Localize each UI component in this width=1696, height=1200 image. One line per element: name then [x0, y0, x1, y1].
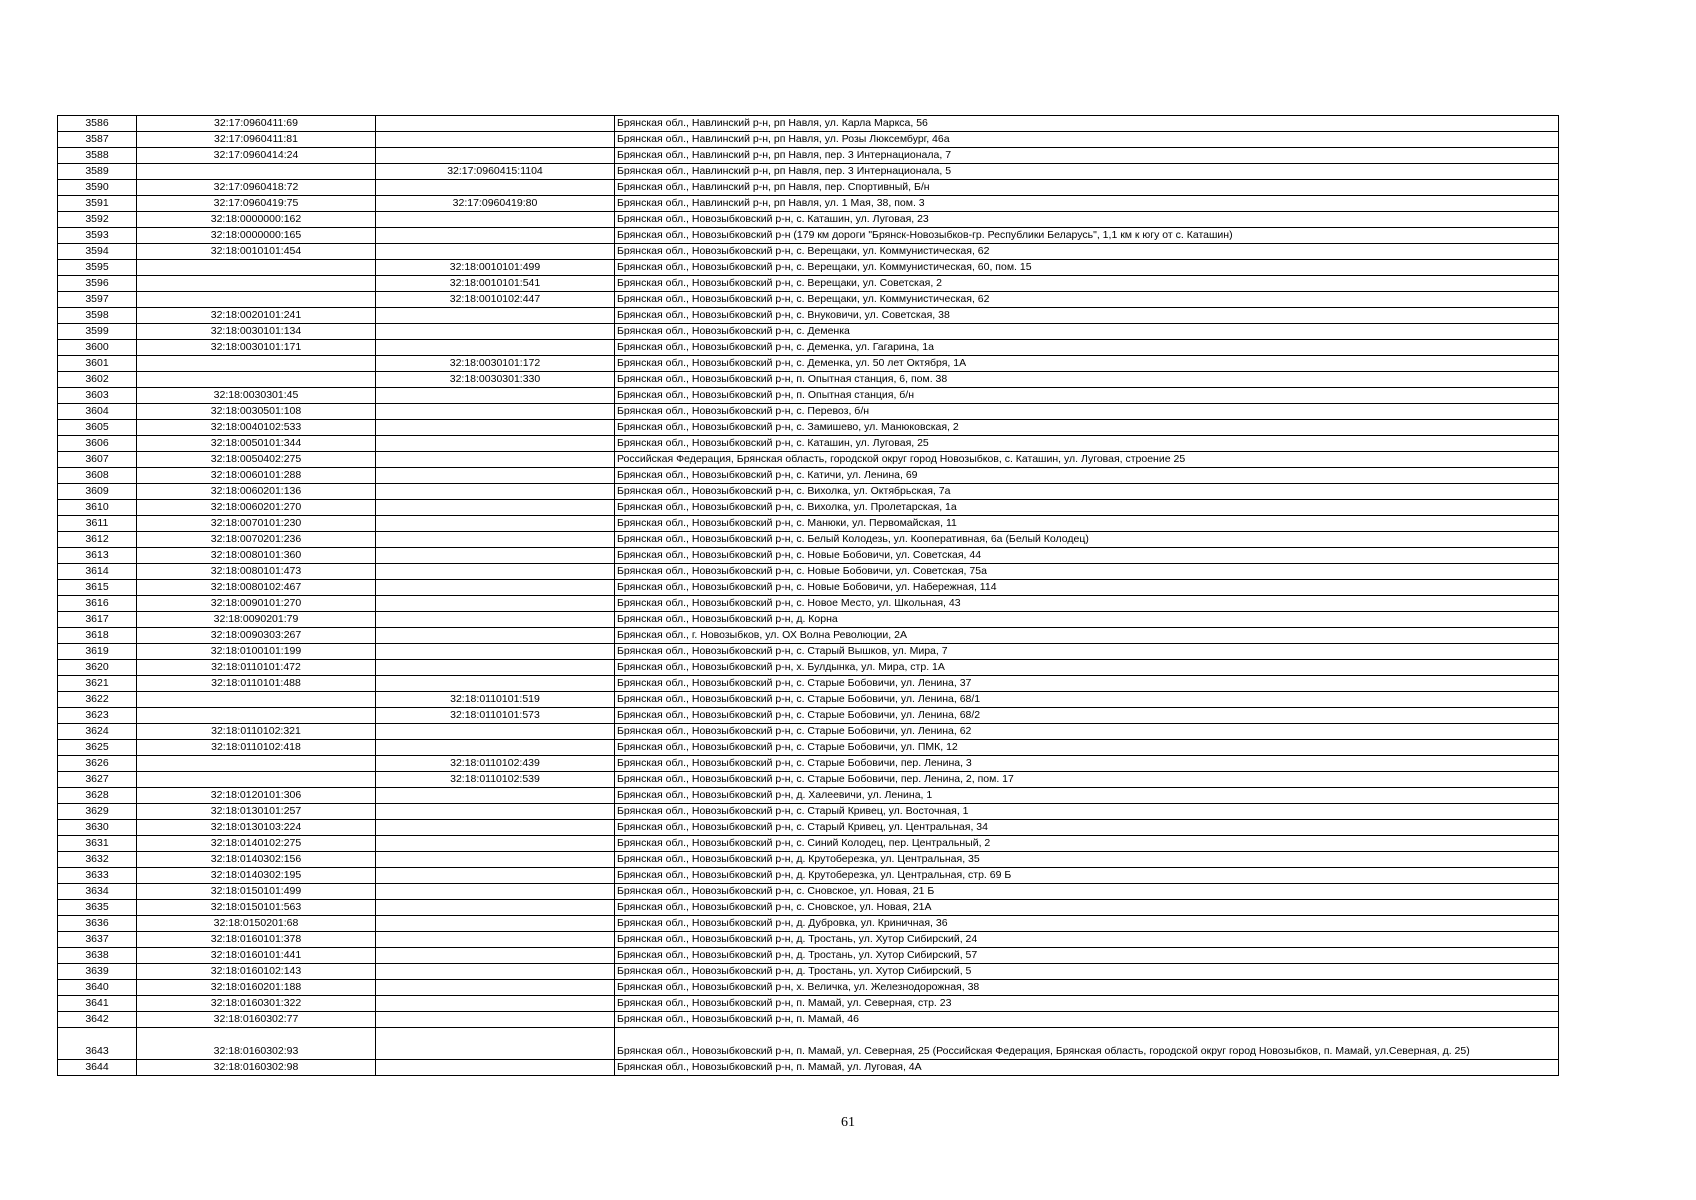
- row-number-cell: 3613: [58, 548, 137, 564]
- premises-cadastral-number-cell: 32:17:0960415:1104: [376, 164, 615, 180]
- cadastral-number-cell: [137, 708, 376, 724]
- premises-cadastral-number-cell: 32:18:0030101:172: [376, 356, 615, 372]
- address-cell: Брянская обл., Новозыбковский р-н, с. Старые Бобовичи, ул. Ленина, 68/2: [615, 708, 1559, 724]
- premises-cadastral-number-cell: [376, 836, 615, 852]
- table-row: [58, 260, 1559, 276]
- premises-cadastral-number-cell: [376, 644, 615, 660]
- table-row: [58, 980, 1559, 996]
- cadastral-number-cell: 32:18:0070101:230: [137, 516, 376, 532]
- premises-cadastral-number-cell: 32:18:0010102:447: [376, 292, 615, 308]
- row-number-cell: 3638: [58, 948, 137, 964]
- address-cell: Брянская обл., Новозыбковский р-н, д. Тростань, ул. Хутор Сибирский, 5: [615, 964, 1559, 980]
- premises-cadastral-number-cell: [376, 180, 615, 196]
- premises-cadastral-number-cell: [376, 1060, 615, 1076]
- address-cell: Брянская обл., Новозыбковский р-н, с. Новые Бобовичи, ул. Советская, 44: [615, 548, 1559, 564]
- premises-cadastral-number-cell: [376, 228, 615, 244]
- table-row: [58, 836, 1559, 852]
- premises-cadastral-number-cell: [376, 612, 615, 628]
- cadastral-number-cell: 32:18:0080101:360: [137, 548, 376, 564]
- cadastral-number-cell: 32:18:0000000:162: [137, 212, 376, 228]
- table-row: [58, 372, 1559, 388]
- address-cell: Брянская обл., Навлинский р-н, рп Навля, пер. Спортивный, Б/н: [615, 180, 1559, 196]
- row-number-cell: 3632: [58, 852, 137, 868]
- row-number-cell: 3631: [58, 836, 137, 852]
- row-number-cell: 3630: [58, 820, 137, 836]
- premises-cadastral-number-cell: 32:18:0110101:519: [376, 692, 615, 708]
- row-number-cell: 3588: [58, 148, 137, 164]
- address-cell: Брянская обл., Новозыбковский р-н, с. Катичи, ул. Ленина, 69: [615, 468, 1559, 484]
- table-row: [58, 452, 1559, 468]
- cadastral-number-cell: [137, 772, 376, 788]
- premises-cadastral-number-cell: 32:18:0110101:573: [376, 708, 615, 724]
- table-row: [58, 772, 1559, 788]
- cadastral-number-cell: 32:17:0960414:24: [137, 148, 376, 164]
- table-row: [58, 500, 1559, 516]
- cadastral-number-cell: 32:18:0090303:267: [137, 628, 376, 644]
- table-row: [58, 868, 1559, 884]
- table-row: [58, 532, 1559, 548]
- table-row: [58, 180, 1559, 196]
- cadastral-number-cell: 32:17:0960418:72: [137, 180, 376, 196]
- address-cell: Брянская обл., Новозыбковский р-н, д. Крутоберезка, ул. Центральная, 35: [615, 852, 1559, 868]
- table-row: [58, 996, 1559, 1012]
- row-number-cell: 3618: [58, 628, 137, 644]
- row-number-cell: 3620: [58, 660, 137, 676]
- cadastral-number-cell: 32:18:0160302:93: [137, 1028, 376, 1060]
- row-number-cell: 3634: [58, 884, 137, 900]
- premises-cadastral-number-cell: [376, 436, 615, 452]
- row-number-cell: 3602: [58, 372, 137, 388]
- address-cell: Брянская обл., Новозыбковский р-н, с. Замишево, ул. Манюковская, 2: [615, 420, 1559, 436]
- row-number-cell: 3640: [58, 980, 137, 996]
- row-number-cell: 3587: [58, 132, 137, 148]
- cadastral-number-cell: 32:18:0160201:188: [137, 980, 376, 996]
- cadastral-number-cell: [137, 756, 376, 772]
- table-row: [58, 676, 1559, 692]
- cadastral-number-cell: 32:18:0160302:77: [137, 1012, 376, 1028]
- premises-cadastral-number-cell: [376, 148, 615, 164]
- premises-cadastral-number-cell: [376, 948, 615, 964]
- table-row: [58, 820, 1559, 836]
- cadastral-number-cell: 32:18:0030501:108: [137, 404, 376, 420]
- row-number-cell: 3611: [58, 516, 137, 532]
- row-number-cell: 3607: [58, 452, 137, 468]
- address-cell: Брянская обл., Новозыбковский р-н, с. Деменка, ул. Гагарина, 1а: [615, 340, 1559, 356]
- premises-cadastral-number-cell: [376, 1028, 615, 1060]
- address-cell: Брянская обл., Новозыбковский р-н, с. Синий Колодец, пер. Центральный, 2: [615, 836, 1559, 852]
- premises-cadastral-number-cell: [376, 932, 615, 948]
- premises-cadastral-number-cell: 32:18:0110102:539: [376, 772, 615, 788]
- row-number-cell: 3594: [58, 244, 137, 260]
- cadastral-number-cell: 32:17:0960419:75: [137, 196, 376, 212]
- premises-cadastral-number-cell: [376, 116, 615, 132]
- table-row: [58, 692, 1559, 708]
- address-cell: Брянская обл., Новозыбковский р-н, с. Верещаки, ул. Коммунистическая, 60, пом. 15: [615, 260, 1559, 276]
- premises-cadastral-number-cell: 32:18:0030301:330: [376, 372, 615, 388]
- address-cell: Брянская обл., Новозыбковский р-н, д. Тростань, ул. Хутор Сибирский, 24: [615, 932, 1559, 948]
- address-cell: Брянская обл., Новозыбковский р-н, с. Старые Бобовичи, ул. Ленина, 68/1: [615, 692, 1559, 708]
- address-cell: Брянская обл., Новозыбковский р-н, с. Верещаки, ул. Советская, 2: [615, 276, 1559, 292]
- address-cell: Брянская обл., Новозыбковский р-н (179 км дороги "Брянск-Новозыбков-гр. Республики Беларусь", 1,1 км к югу от с. Каташин): [615, 228, 1559, 244]
- table-row: [58, 228, 1559, 244]
- table-row: [58, 788, 1559, 804]
- row-number-cell: 3626: [58, 756, 137, 772]
- premises-cadastral-number-cell: [376, 820, 615, 836]
- cadastral-number-cell: 32:18:0030301:45: [137, 388, 376, 404]
- premises-cadastral-number-cell: [376, 884, 615, 900]
- address-cell: Брянская обл., Новозыбковский р-н, с. Внуковичи, ул. Советская, 38: [615, 308, 1559, 324]
- premises-cadastral-number-cell: 32:18:0010101:541: [376, 276, 615, 292]
- premises-cadastral-number-cell: [376, 420, 615, 436]
- table-row: [58, 932, 1559, 948]
- table-row: [58, 660, 1559, 676]
- address-cell: Российская Федерация, Брянская область, городской округ город Новозыбков, с. Каташин, ул. Луговая, строение 25: [615, 452, 1559, 468]
- cadastral-number-cell: [137, 356, 376, 372]
- cadastral-number-cell: 32:18:0140102:275: [137, 836, 376, 852]
- cadastral-number-cell: [137, 164, 376, 180]
- table-row: [58, 852, 1559, 868]
- table-row: [58, 164, 1559, 180]
- table-row: [58, 1028, 1559, 1060]
- address-cell: Брянская обл., Новозыбковский р-н, х. Булдынка, ул. Мира, стр. 1А: [615, 660, 1559, 676]
- cadastral-number-cell: 32:18:0050101:344: [137, 436, 376, 452]
- address-cell: Брянская обл., Новозыбковский р-н, д. Дубровка, ул. Криничная, 36: [615, 916, 1559, 932]
- address-cell: Брянская обл., Новозыбковский р-н, с. Старые Бобовичи, ул. Ленина, 62: [615, 724, 1559, 740]
- address-cell: Брянская обл., Новозыбковский р-н, п. Мамай, ул. Луговая, 4А: [615, 1060, 1559, 1076]
- table-row: [58, 724, 1559, 740]
- table-row: [58, 324, 1559, 340]
- row-number-cell: 3599: [58, 324, 137, 340]
- cadastral-number-cell: 32:18:0050402:275: [137, 452, 376, 468]
- cadastral-number-cell: 32:18:0120101:306: [137, 788, 376, 804]
- address-cell: Брянская обл., Новозыбковский р-н, с. Сновское, ул. Новая, 21А: [615, 900, 1559, 916]
- table-row: [58, 564, 1559, 580]
- premises-cadastral-number-cell: [376, 1012, 615, 1028]
- row-number-cell: 3619: [58, 644, 137, 660]
- row-number-cell: 3592: [58, 212, 137, 228]
- cadastral-number-cell: 32:18:0160101:378: [137, 932, 376, 948]
- row-number-cell: 3643: [58, 1028, 137, 1060]
- cadastral-number-cell: 32:18:0040102:533: [137, 420, 376, 436]
- table-row: [58, 900, 1559, 916]
- premises-cadastral-number-cell: [376, 532, 615, 548]
- cadastral-number-cell: 32:18:0090101:270: [137, 596, 376, 612]
- table-row: [58, 212, 1559, 228]
- address-cell: Брянская обл., Новозыбковский р-н, с. Старый Кривец, ул. Центральная, 34: [615, 820, 1559, 836]
- cadastral-number-cell: 32:18:0030101:171: [137, 340, 376, 356]
- address-cell: Брянская обл., Навлинский р-н, рп Навля, ул. 1 Мая, 38, пом. 3: [615, 196, 1559, 212]
- table-row: [58, 804, 1559, 820]
- row-number-cell: 3606: [58, 436, 137, 452]
- row-number-cell: 3629: [58, 804, 137, 820]
- premises-cadastral-number-cell: [376, 628, 615, 644]
- cadastral-number-cell: 32:18:0150201:68: [137, 916, 376, 932]
- row-number-cell: 3603: [58, 388, 137, 404]
- premises-cadastral-number-cell: 32:17:0960419:80: [376, 196, 615, 212]
- cadastral-number-cell: 32:18:0060101:288: [137, 468, 376, 484]
- premises-cadastral-number-cell: [376, 740, 615, 756]
- cadastral-number-cell: 32:18:0060201:136: [137, 484, 376, 500]
- row-number-cell: 3622: [58, 692, 137, 708]
- row-number-cell: 3642: [58, 1012, 137, 1028]
- table-row: [58, 436, 1559, 452]
- row-number-cell: 3633: [58, 868, 137, 884]
- table-row: [58, 628, 1559, 644]
- table-row: [58, 948, 1559, 964]
- address-cell: Брянская обл., Новозыбковский р-н, д. Тростань, ул. Хутор Сибирский, 57: [615, 948, 1559, 964]
- table-row: [58, 276, 1559, 292]
- address-cell: Брянская обл., Новозыбковский р-н, с. Новые Бобовичи, ул. Советская, 75а: [615, 564, 1559, 580]
- row-number-cell: 3625: [58, 740, 137, 756]
- row-number-cell: 3601: [58, 356, 137, 372]
- premises-cadastral-number-cell: [376, 500, 615, 516]
- page-number: 61: [841, 1115, 855, 1130]
- address-cell: Брянская обл., Новозыбковский р-н, с. Новые Бобовичи, ул. Набережная, 114: [615, 580, 1559, 596]
- row-number-cell: 3641: [58, 996, 137, 1012]
- cadastral-number-cell: 32:17:0960411:81: [137, 132, 376, 148]
- address-cell: Брянская обл., Навлинский р-н, рп Навля, пер. 3 Интернационала, 5: [615, 164, 1559, 180]
- table-row: [58, 468, 1559, 484]
- cadastral-number-cell: 32:17:0960411:69: [137, 116, 376, 132]
- premises-cadastral-number-cell: [376, 132, 615, 148]
- cadastral-number-cell: 32:18:0130101:257: [137, 804, 376, 820]
- premises-cadastral-number-cell: [376, 340, 615, 356]
- cadastral-number-cell: 32:18:0150101:499: [137, 884, 376, 900]
- address-cell: Брянская обл., Новозыбковский р-н, с. Верещаки, ул. Коммунистическая, 62: [615, 244, 1559, 260]
- cadastral-number-cell: 32:18:0110101:472: [137, 660, 376, 676]
- premises-cadastral-number-cell: 32:18:0010101:499: [376, 260, 615, 276]
- row-number-cell: 3593: [58, 228, 137, 244]
- address-cell: Брянская обл., Новозыбковский р-н, с. Старые Бобовичи, ул. Ленина, 37: [615, 676, 1559, 692]
- premises-cadastral-number-cell: [376, 964, 615, 980]
- table-row: [58, 420, 1559, 436]
- address-cell: Брянская обл., Новозыбковский р-н, д. Корна: [615, 612, 1559, 628]
- address-cell: Брянская обл., Новозыбковский р-н, п. Мамай, ул. Северная, стр. 23: [615, 996, 1559, 1012]
- row-number-cell: 3595: [58, 260, 137, 276]
- row-number-cell: 3589: [58, 164, 137, 180]
- table-row: [58, 644, 1559, 660]
- cadastral-number-cell: 32:18:0160301:322: [137, 996, 376, 1012]
- row-number-cell: 3617: [58, 612, 137, 628]
- row-number-cell: 3609: [58, 484, 137, 500]
- row-number-cell: 3621: [58, 676, 137, 692]
- table-row: [58, 196, 1559, 212]
- address-cell: Брянская обл., Новозыбковский р-н, с. Перевоз, б/н: [615, 404, 1559, 420]
- premises-cadastral-number-cell: [376, 596, 615, 612]
- row-number-cell: 3623: [58, 708, 137, 724]
- premises-cadastral-number-cell: [376, 996, 615, 1012]
- cadastral-number-cell: 32:18:0160102:143: [137, 964, 376, 980]
- cadastral-number-cell: 32:18:0000000:165: [137, 228, 376, 244]
- premises-cadastral-number-cell: [376, 484, 615, 500]
- table-row: [58, 388, 1559, 404]
- table-row: [58, 116, 1559, 132]
- cadastral-number-cell: 32:18:0140302:195: [137, 868, 376, 884]
- address-cell: Брянская обл., Новозыбковский р-н, с. Вихолка, ул. Октябрьская, 7а: [615, 484, 1559, 500]
- row-number-cell: 3636: [58, 916, 137, 932]
- address-cell: Брянская обл., Новозыбковский р-н, с. Деменка, ул. 50 лет Октября, 1А: [615, 356, 1559, 372]
- table-row: [58, 404, 1559, 420]
- cadastral-number-cell: 32:18:0140302:156: [137, 852, 376, 868]
- premises-cadastral-number-cell: [376, 308, 615, 324]
- table-row: [58, 548, 1559, 564]
- cadastral-number-cell: 32:18:0090201:79: [137, 612, 376, 628]
- address-cell: Брянская обл., Новозыбковский р-н, д. Крутоберезка, ул. Центральная, стр. 69 Б: [615, 868, 1559, 884]
- premises-cadastral-number-cell: [376, 324, 615, 340]
- premises-cadastral-number-cell: 32:18:0110102:439: [376, 756, 615, 772]
- address-cell: Брянская обл., Новозыбковский р-н, с. Старый Вышков, ул. Мира, 7: [615, 644, 1559, 660]
- cadastral-number-cell: 32:18:0060201:270: [137, 500, 376, 516]
- cadastral-number-cell: [137, 276, 376, 292]
- address-cell: Брянская обл., Новозыбковский р-н, с. Сновское, ул. Новая, 21 Б: [615, 884, 1559, 900]
- row-number-cell: 3627: [58, 772, 137, 788]
- address-cell: Брянская обл., Новозыбковский р-н, с. Старые Бобовичи, пер. Ленина, 3: [615, 756, 1559, 772]
- address-cell: Брянская обл., Новозыбковский р-н, с. Каташин, ул. Луговая, 25: [615, 436, 1559, 452]
- cadastral-number-cell: [137, 260, 376, 276]
- address-cell: Брянская обл., Новозыбковский р-н, с. Старые Бобовичи, пер. Ленина, 2, пом. 17: [615, 772, 1559, 788]
- cadastral-number-cell: 32:18:0130103:224: [137, 820, 376, 836]
- cadastral-number-cell: 32:18:0020101:241: [137, 308, 376, 324]
- row-number-cell: 3586: [58, 116, 137, 132]
- row-number-cell: 3604: [58, 404, 137, 420]
- premises-cadastral-number-cell: [376, 580, 615, 596]
- address-cell: Брянская обл., Новозыбковский р-н, с. Деменка: [615, 324, 1559, 340]
- address-cell: Брянская обл., Новозыбковский р-н, с. Белый Колодезь, ул. Кооперативная, 6а (Белый Колодец): [615, 532, 1559, 548]
- address-cell: Брянская обл., Новозыбковский р-н, с. Каташин, ул. Луговая, 23: [615, 212, 1559, 228]
- row-number-cell: 3637: [58, 932, 137, 948]
- premises-cadastral-number-cell: [376, 916, 615, 932]
- table-row: [58, 340, 1559, 356]
- row-number-cell: 3600: [58, 340, 137, 356]
- address-cell: Брянская обл., Новозыбковский р-н, с. Старый Кривец, ул. Восточная, 1: [615, 804, 1559, 820]
- row-number-cell: 3615: [58, 580, 137, 596]
- table-row: [58, 308, 1559, 324]
- property-table-body: [58, 116, 1559, 1076]
- table-row: [58, 916, 1559, 932]
- row-number-cell: 3639: [58, 964, 137, 980]
- premises-cadastral-number-cell: [376, 804, 615, 820]
- row-number-cell: 3610: [58, 500, 137, 516]
- premises-cadastral-number-cell: [376, 868, 615, 884]
- address-cell: Брянская обл., Новозыбковский р-н, п. Мамай, ул. Северная, 25 (Российская Федерация, Брянская область, городской округ город Новозыбков, п. Мамай, ул.Северная, д. 25): [615, 1028, 1559, 1060]
- cadastral-number-cell: 32:18:0080101:473: [137, 564, 376, 580]
- cadastral-number-cell: 32:18:0160302:98: [137, 1060, 376, 1076]
- row-number-cell: 3612: [58, 532, 137, 548]
- premises-cadastral-number-cell: [376, 564, 615, 580]
- table-row: [58, 756, 1559, 772]
- premises-cadastral-number-cell: [376, 516, 615, 532]
- cadastral-number-cell: 32:18:0030101:134: [137, 324, 376, 340]
- row-number-cell: 3628: [58, 788, 137, 804]
- address-cell: Брянская обл., Навлинский р-н, рп Навля, пер. 3 Интернационала, 7: [615, 148, 1559, 164]
- address-cell: Брянская обл., Новозыбковский р-н, с. Манюки, ул. Первомайская, 11: [615, 516, 1559, 532]
- table-row: [58, 884, 1559, 900]
- row-number-cell: 3635: [58, 900, 137, 916]
- address-cell: Брянская обл., Новозыбковский р-н, п. Опытная станция, б/н: [615, 388, 1559, 404]
- row-number-cell: 3644: [58, 1060, 137, 1076]
- row-number-cell: 3616: [58, 596, 137, 612]
- table-row: [58, 1012, 1559, 1028]
- table-row: [58, 516, 1559, 532]
- row-number-cell: 3596: [58, 276, 137, 292]
- premises-cadastral-number-cell: [376, 388, 615, 404]
- cadastral-number-cell: 32:18:0080102:467: [137, 580, 376, 596]
- row-number-cell: 3598: [58, 308, 137, 324]
- table-row: [58, 964, 1559, 980]
- cadastral-number-cell: 32:18:0160101:441: [137, 948, 376, 964]
- row-number-cell: 3591: [58, 196, 137, 212]
- row-number-cell: 3624: [58, 724, 137, 740]
- table-row: [58, 484, 1559, 500]
- premises-cadastral-number-cell: [376, 900, 615, 916]
- premises-cadastral-number-cell: [376, 788, 615, 804]
- premises-cadastral-number-cell: [376, 676, 615, 692]
- premises-cadastral-number-cell: [376, 548, 615, 564]
- row-number-cell: 3605: [58, 420, 137, 436]
- table-row: [58, 148, 1559, 164]
- row-number-cell: 3614: [58, 564, 137, 580]
- table-row: [58, 1060, 1559, 1076]
- address-cell: Брянская обл., Новозыбковский р-н, с. Вихолка, ул. Пролетарская, 1а: [615, 500, 1559, 516]
- cadastral-number-cell: 32:18:0110101:488: [137, 676, 376, 692]
- address-cell: Брянская обл., Новозыбковский р-н, п. Опытная станция, 6, пом. 38: [615, 372, 1559, 388]
- address-cell: Брянская обл., Новозыбковский р-н, с. Новое Место, ул. Школьная, 43: [615, 596, 1559, 612]
- address-cell: Брянская обл., Новозыбковский р-н, х. Величка, ул. Железнодорожная, 38: [615, 980, 1559, 996]
- premises-cadastral-number-cell: [376, 244, 615, 260]
- row-number-cell: 3597: [58, 292, 137, 308]
- table-row: [58, 740, 1559, 756]
- premises-cadastral-number-cell: [376, 852, 615, 868]
- table-row: [58, 132, 1559, 148]
- cadastral-number-cell: 32:18:0100101:199: [137, 644, 376, 660]
- cadastral-number-cell: 32:18:0010101:454: [137, 244, 376, 260]
- cadastral-number-cell: 32:18:0150101:563: [137, 900, 376, 916]
- cadastral-number-cell: 32:18:0110102:321: [137, 724, 376, 740]
- address-cell: Брянская обл., Новозыбковский р-н, с. Верещаки, ул. Коммунистическая, 62: [615, 292, 1559, 308]
- cadastral-number-cell: 32:18:0110102:418: [137, 740, 376, 756]
- row-number-cell: 3590: [58, 180, 137, 196]
- address-cell: Брянская обл., Навлинский р-н, рп Навля, ул. Карла Маркса, 56: [615, 116, 1559, 132]
- table-row: [58, 244, 1559, 260]
- table-row: [58, 580, 1559, 596]
- premises-cadastral-number-cell: [376, 212, 615, 228]
- row-number-cell: 3608: [58, 468, 137, 484]
- premises-cadastral-number-cell: [376, 980, 615, 996]
- address-cell: Брянская обл., Новозыбковский р-н, д. Халеевичи, ул. Ленина, 1: [615, 788, 1559, 804]
- property-table: [57, 115, 1559, 1076]
- cadastral-number-cell: [137, 372, 376, 388]
- table-row: [58, 612, 1559, 628]
- premises-cadastral-number-cell: [376, 660, 615, 676]
- premises-cadastral-number-cell: [376, 452, 615, 468]
- table-row: [58, 596, 1559, 612]
- cadastral-number-cell: 32:18:0070201:236: [137, 532, 376, 548]
- address-cell: Брянская обл., Новозыбковский р-н, п. Мамай, 46: [615, 1012, 1559, 1028]
- address-cell: Брянская обл., Навлинский р-н, рп Навля, ул. Розы Люксембург, 46а: [615, 132, 1559, 148]
- table-row: [58, 292, 1559, 308]
- table-row: [58, 356, 1559, 372]
- address-cell: Брянская обл., г. Новозыбков, ул. ОХ Волна Революции, 2А: [615, 628, 1559, 644]
- address-cell: Брянская обл., Новозыбковский р-н, с. Старые Бобовичи, ул. ПМК, 12: [615, 740, 1559, 756]
- premises-cadastral-number-cell: [376, 724, 615, 740]
- cadastral-number-cell: [137, 692, 376, 708]
- premises-cadastral-number-cell: [376, 404, 615, 420]
- table-row: [58, 708, 1559, 724]
- cadastral-number-cell: [137, 292, 376, 308]
- premises-cadastral-number-cell: [376, 468, 615, 484]
